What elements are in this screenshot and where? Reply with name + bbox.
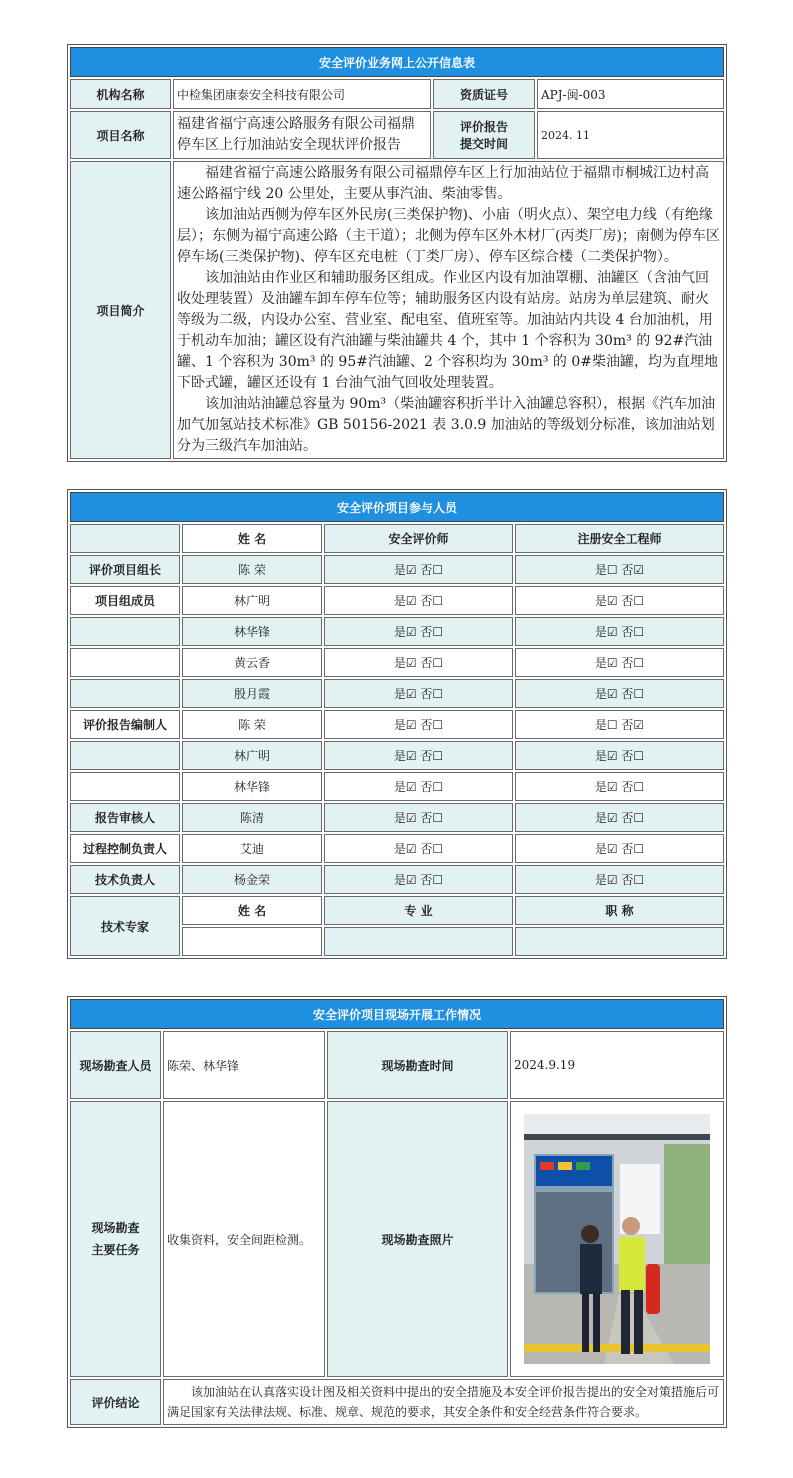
photo-label: 现场勘查照片 bbox=[327, 1101, 508, 1377]
evaluator-checkbox: 是☑ 否☐ bbox=[324, 710, 513, 739]
conclusion-label: 评价结论 bbox=[70, 1379, 161, 1425]
site-table bbox=[67, 996, 727, 1428]
engineer-checkbox: 是☐ 否☑ bbox=[515, 555, 724, 584]
time-value: 2024.9.19 bbox=[510, 1031, 724, 1099]
intro-label: 项目简介 bbox=[70, 161, 171, 459]
engineer-checkbox: 是☑ 否☐ bbox=[515, 648, 724, 677]
time-label: 现场勘查时间 bbox=[327, 1031, 508, 1099]
person-name: 陈 荣 bbox=[182, 555, 322, 584]
col-name-header: 姓 名 bbox=[182, 524, 322, 553]
role-cell bbox=[70, 679, 180, 708]
project-value: 福建省福宁高速公路服务有限公司福鼎停车区上行加油站安全现状评价报告 bbox=[173, 111, 431, 159]
staff-label: 现场勘查人员 bbox=[70, 1031, 161, 1099]
info-title: 安全评价业务网上公开信息表 bbox=[70, 47, 724, 77]
expert-col-major: 专 业 bbox=[324, 896, 513, 925]
project-label: 项目名称 bbox=[70, 111, 171, 159]
site-title: 安全评价项目现场开展工作情况 bbox=[70, 999, 724, 1029]
task-value: 收集资料，安全间距检测。 bbox=[163, 1101, 325, 1377]
intro-paragraph: 福建省福宁高速公路服务有限公司福鼎停车区上行加油站位于福鼎市桐城江边村高速公路福宁线 20 公里处，主要从事汽油、柴油零售。 bbox=[177, 165, 709, 202]
evaluator-checkbox: 是☑ 否☐ bbox=[324, 803, 513, 832]
task-label bbox=[70, 1101, 161, 1377]
cert-label: 资质证号 bbox=[433, 79, 535, 109]
engineer-checkbox: 是☑ 否☐ bbox=[515, 586, 724, 615]
person-name: 林广明 bbox=[182, 741, 322, 770]
expert-major-cell bbox=[324, 927, 513, 956]
person-name: 陈 荣 bbox=[182, 710, 322, 739]
task-label-line2: 主要任务 bbox=[91, 1243, 140, 1257]
intro-paragraph: 该加油站西侧为停车区外民房(三类保护物)、小庙（明火点）、架空电力线（有绝缘层）；东侧为福宁高速公路（主干道）；北侧为停车区外木材厂(丙类厂房)；南侧为停车区停车场(三类保护物)、停车区充电桩（丁类厂房）、停车区综合楼（二类保护物）。 bbox=[177, 207, 720, 265]
person-name: 林华锋 bbox=[182, 772, 322, 801]
intro-paragraph: 该加油站油罐总容量为 90m³（柴油罐容积折半计入油罐总容积），根据《汽车加油加气加氢站技术标准》GB 50156-2021 表 3.0.9 加油站的等级划分标准，该加油站划分为三级汽车加油站。 bbox=[177, 396, 716, 454]
staff-value: 陈荣、林华锋 bbox=[163, 1031, 325, 1099]
intro-content bbox=[173, 161, 724, 459]
evaluator-checkbox: 是☑ 否☐ bbox=[324, 679, 513, 708]
person-name: 黄云香 bbox=[182, 648, 322, 677]
person-name: 林广明 bbox=[182, 586, 322, 615]
expert-title-cell bbox=[515, 927, 724, 956]
engineer-checkbox: 是☑ 否☐ bbox=[515, 772, 724, 801]
person-name: 杨金荣 bbox=[182, 865, 322, 894]
engineer-checkbox: 是☑ 否☐ bbox=[515, 865, 724, 894]
role-cell bbox=[70, 741, 180, 770]
submit-label-line2: 提交时间 bbox=[459, 137, 508, 151]
conclusion-value: 该加油站在认真落实设计图及相关资料中提出的安全措施及本安全评价报告提出的安全对策措施后可满足国家有关法律法规、标准、规章、规范的要求，其安全条件和安全经营条件符合要求。 bbox=[163, 1379, 724, 1425]
task-label-line1: 现场勘查 bbox=[91, 1221, 140, 1235]
person-name: 陈清 bbox=[182, 803, 322, 832]
col-engineer-header: 注册安全工程师 bbox=[515, 524, 724, 553]
blank-header-cell bbox=[70, 524, 180, 553]
evaluator-checkbox: 是☑ 否☐ bbox=[324, 834, 513, 863]
expert-col-title: 职 称 bbox=[515, 896, 724, 925]
person-name: 艾迪 bbox=[182, 834, 322, 863]
evaluator-checkbox: 是☑ 否☐ bbox=[324, 741, 513, 770]
site-photo bbox=[524, 1114, 710, 1364]
engineer-checkbox: 是☐ 否☑ bbox=[515, 710, 724, 739]
person-name: 殷月霞 bbox=[182, 679, 322, 708]
role-cell bbox=[70, 772, 180, 801]
personnel-table bbox=[67, 489, 727, 959]
role-cell: 技术负责人 bbox=[70, 865, 180, 894]
personnel-title: 安全评价项目参与人员 bbox=[70, 492, 724, 522]
engineer-checkbox: 是☑ 否☐ bbox=[515, 741, 724, 770]
evaluator-checkbox: 是☑ 否☐ bbox=[324, 865, 513, 894]
evaluator-checkbox: 是☑ 否☐ bbox=[324, 555, 513, 584]
role-cell: 项目组成员 bbox=[70, 586, 180, 615]
submit-label bbox=[433, 111, 535, 159]
col-evaluator-header: 安全评价师 bbox=[324, 524, 513, 553]
evaluator-checkbox: 是☑ 否☐ bbox=[324, 586, 513, 615]
submit-value: 2024. 11 bbox=[537, 111, 724, 159]
engineer-checkbox: 是☑ 否☐ bbox=[515, 803, 724, 832]
role-cell: 过程控制负责人 bbox=[70, 834, 180, 863]
org-value: 中检集团康泰安全科技有限公司 bbox=[173, 79, 431, 109]
engineer-checkbox: 是☑ 否☐ bbox=[515, 679, 724, 708]
info-table bbox=[67, 44, 727, 462]
role-cell: 评价报告编制人 bbox=[70, 710, 180, 739]
evaluator-checkbox: 是☑ 否☐ bbox=[324, 648, 513, 677]
evaluator-checkbox: 是☑ 否☐ bbox=[324, 617, 513, 646]
role-cell bbox=[70, 648, 180, 677]
role-cell bbox=[70, 617, 180, 646]
expert-name-cell bbox=[182, 927, 322, 956]
cert-value: APJ-闽-003 bbox=[537, 79, 724, 109]
submit-label-line1: 评价报告 bbox=[459, 120, 508, 134]
role-cell: 评价项目组长 bbox=[70, 555, 180, 584]
org-label: 机构名称 bbox=[70, 79, 171, 109]
intro-paragraph: 该加油站由作业区和辅助服务区组成。作业区内设有加油罩棚、油罐区（含油气回收处理装置）及油罐车卸车停车位等；辅助服务区内设有站房。站房为单层建筑、耐火等级为二级，内设办公室、营业室、配电室、值班室等。加油站内共设 4 台加油机，用于机动车加油；罐区设有汽油罐与柴油罐共 4 个，其中 1 个容积为 30m³ 的 92#汽油罐、1 个容积为 30m³ 的 95#汽油罐、2 个容积均为 30m³ 的 0#柴油罐，均为直埋地下卧式罐，罐区还设有 1 台油气油气回收处理装置。 bbox=[177, 270, 719, 391]
role-cell: 报告审核人 bbox=[70, 803, 180, 832]
evaluator-checkbox: 是☑ 否☐ bbox=[324, 772, 513, 801]
person-name: 林华锋 bbox=[182, 617, 322, 646]
photo-cell bbox=[510, 1101, 724, 1377]
expert-label: 技术专家 bbox=[70, 896, 180, 956]
engineer-checkbox: 是☑ 否☐ bbox=[515, 617, 724, 646]
expert-col-name: 姓 名 bbox=[182, 896, 322, 925]
engineer-checkbox: 是☑ 否☐ bbox=[515, 834, 724, 863]
